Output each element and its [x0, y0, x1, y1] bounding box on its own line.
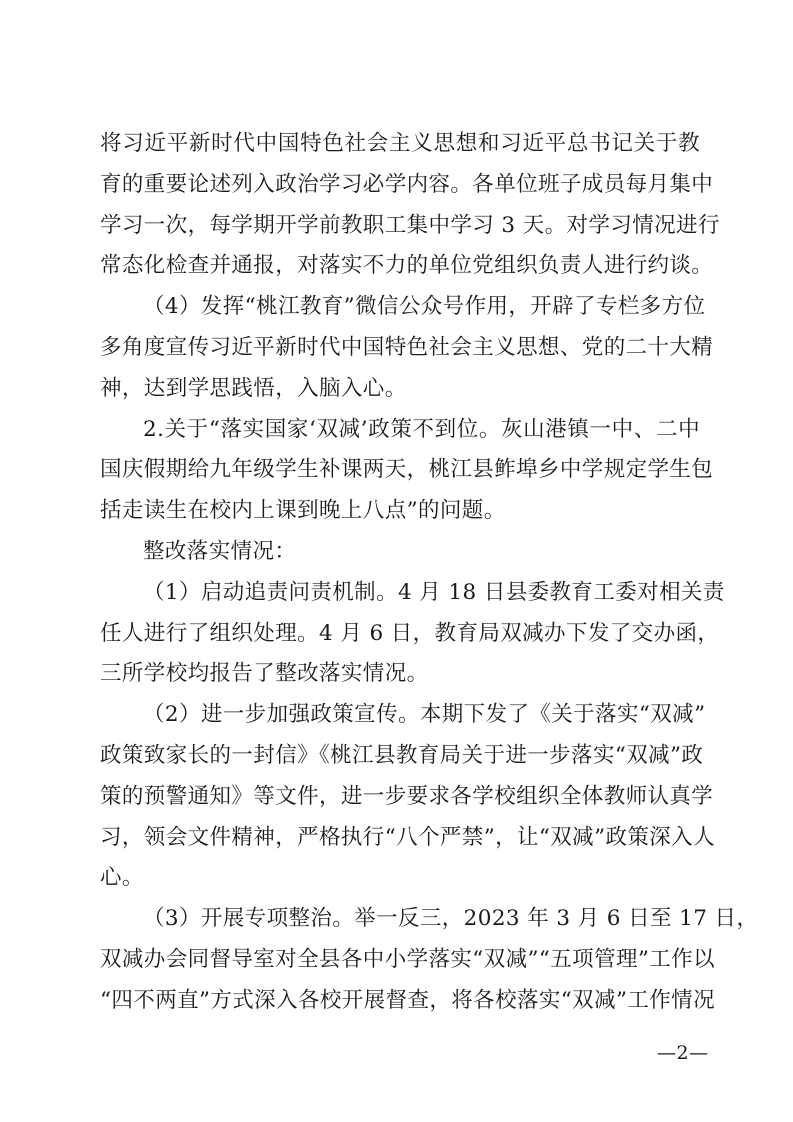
text-line: 括走读生在校内上课到晚上八点”的问题。 [100, 498, 506, 524]
text-line: 策的预警通知》等文件，进一步要求各学校组织全体教师认真学 [100, 783, 714, 809]
text-line: “四不两直”方式深入各校开展督查，将各校落实“双减”工作情况 [100, 987, 715, 1013]
body-text [100, 124, 759, 1022]
text-line: 2.关于“落实国家‘双减’政策不到位。灰山港镇一中、二中 [143, 416, 700, 442]
text-line: 神，达到学思践悟，入脑入心。 [100, 375, 407, 401]
text-line: 将习近平新时代中国特色社会主义思想和习近平总书记关于教 [100, 131, 700, 156]
text-line: （1）启动追责问责机制。4 月 18 日县委教育工委对相关责 [143, 579, 725, 605]
text-line: 多角度宣传习近平新时代中国特色社会主义思想、党的二十大精 [100, 334, 714, 360]
text-line: （2）进一步加强政策宣传。本期下发了《关于落实“双减” [143, 702, 706, 728]
text-line: 习，领会文件精神，严格执行“八个严禁”，让“双减”政策深入人 [100, 824, 715, 850]
text-line: 政策致家长的一封信》《桃江县教育局关于进一步落实“双减”政 [100, 742, 704, 768]
text-line: 心。 [100, 865, 144, 891]
text-line: 育的重要论述列入政治学习必学内容。各单位班子成员每月集中 [100, 171, 714, 197]
page-number: —2— [657, 1042, 709, 1064]
text-line: 国庆假期给九年级学生补课两天，桃江县鲊埠乡中学规定学生包 [100, 457, 714, 483]
text-line: （4）发挥“桃江教育”微信公众号作用，开辟了专栏多方位 [143, 294, 706, 320]
text-line: 任人进行了组织处理。4 月 6 日，教育局双减办下发了交办函， [100, 620, 720, 646]
text-line: 双减办会同督导室对全县各中小学落实“双减”“五项管理”工作以 [100, 946, 715, 972]
text-line: 常态化检查并通报，对落实不力的单位党组织负责人进行约谈。 [100, 253, 714, 279]
text-line: 三所学校均报告了整改落实情况。 [100, 661, 429, 687]
text-line: 学习一次，每学期开学前教职工集中学习 3 天。对学习情况进行 [100, 212, 720, 238]
text-line: （3）开展专项整治。举一反三，2023 年 3 月 6 日至 17 日， [143, 906, 759, 932]
text-line: 整改落实情况： [143, 538, 297, 564]
